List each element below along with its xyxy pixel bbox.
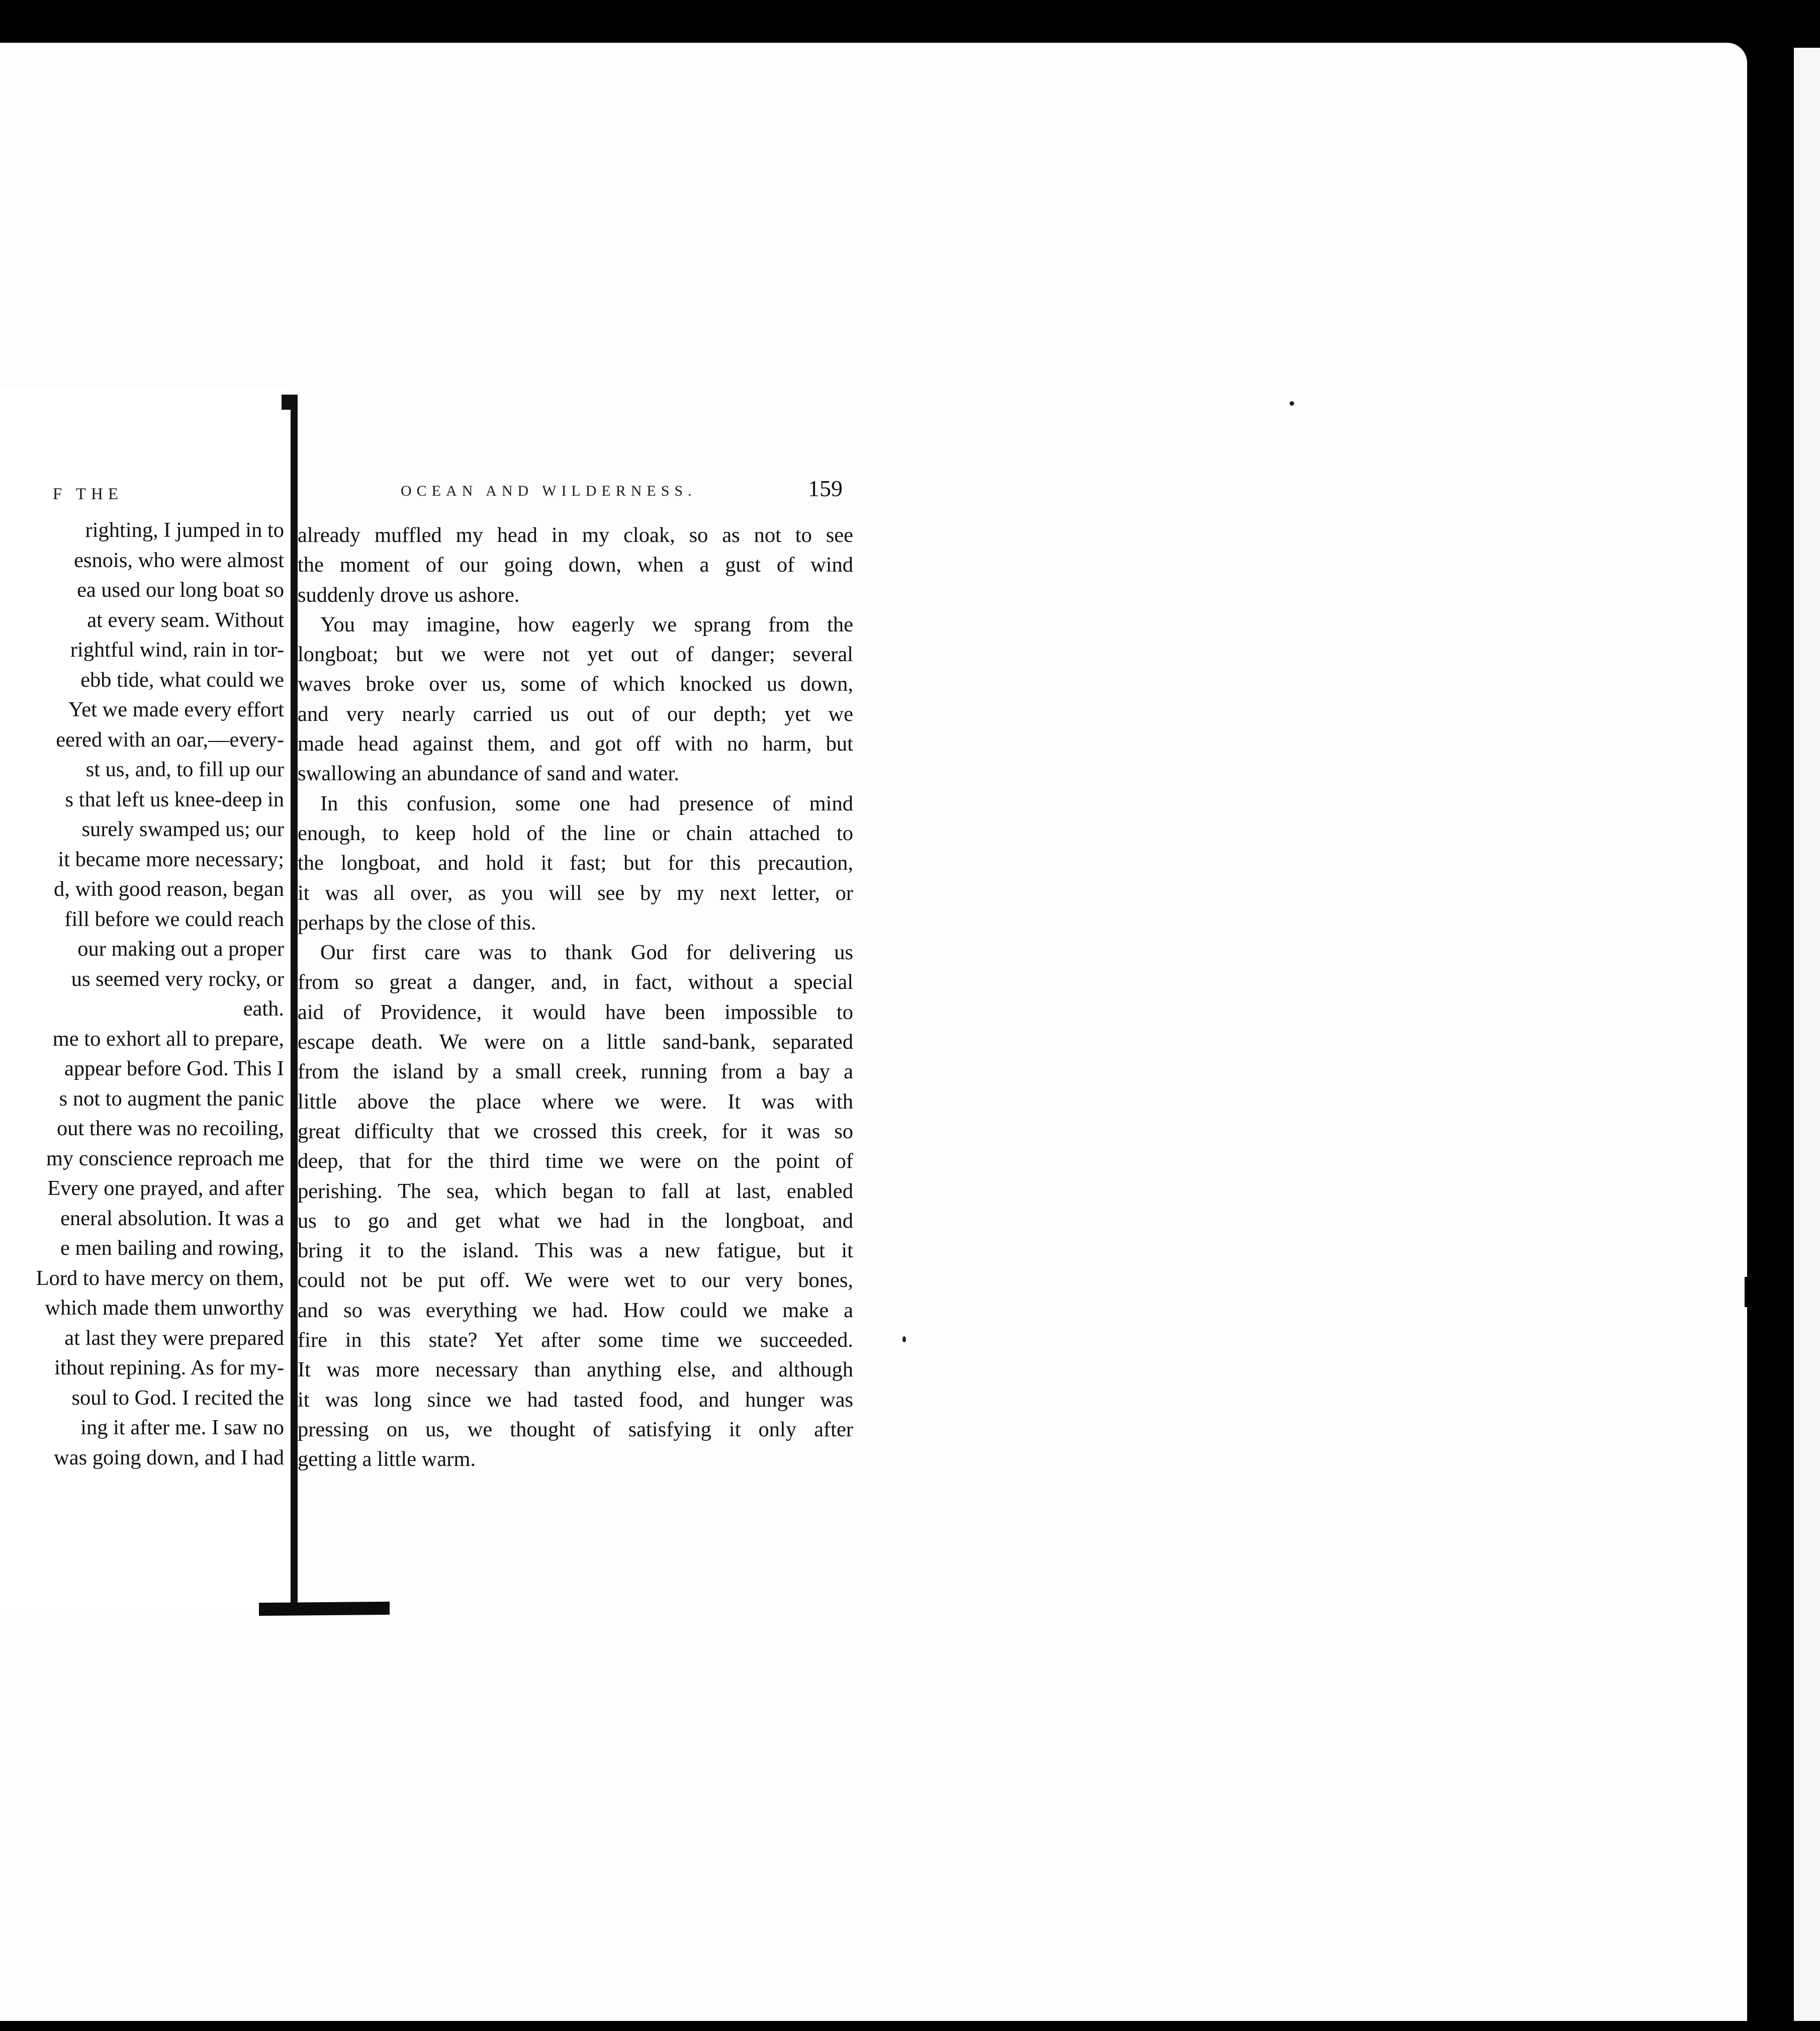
film-frame-top bbox=[0, 0, 1820, 43]
text-line: Our first care was to thank God for delivering us bbox=[320, 941, 853, 965]
text-line: the moment of our going down, when a gust of wind bbox=[298, 553, 853, 577]
text-line: getting a little warm. bbox=[298, 1447, 476, 1471]
previous-page-text bbox=[0, 515, 284, 1472]
page-number: 159 bbox=[808, 476, 843, 501]
text-line: already muffled my head in my cloak, so as not to see bbox=[298, 523, 853, 547]
previous-page-line: fill before we could reach bbox=[64, 907, 284, 931]
sheet-edge-mark bbox=[1745, 1277, 1757, 1307]
previous-page-line: us seemed very rocky, or bbox=[71, 967, 284, 991]
previous-page-line: me to exhort all to prepare, bbox=[52, 1027, 284, 1051]
text-line: suddenly drove us ashore. bbox=[298, 583, 520, 607]
text-line: pressing on us, we thought of satisfying it only after bbox=[298, 1417, 853, 1441]
text-line: deep, that for the third time we were on the point of bbox=[298, 1149, 853, 1173]
text-line: It was more necessary than anything else, and although bbox=[298, 1358, 853, 1382]
previous-page-line: righting, I jumped in to bbox=[85, 518, 284, 542]
dust-speck bbox=[1290, 401, 1294, 406]
text-line: could not be put off. We were wet to our very bones, bbox=[298, 1268, 853, 1293]
text-line: the longboat, and hold it fast; but for this precaution, bbox=[298, 851, 853, 875]
previous-page-line: ea used our long boat so bbox=[77, 578, 284, 602]
text-line: from the island by a small creek, running from a bay a bbox=[298, 1060, 853, 1084]
text-line: it was all over, as you will see by my next letter, or bbox=[298, 881, 853, 905]
previous-page-line: e men bailing and rowing, bbox=[60, 1236, 284, 1260]
previous-page-line: ing it after me. I saw no bbox=[80, 1416, 284, 1439]
previous-page-line: at last they were prepared bbox=[64, 1326, 284, 1350]
text-line: swallowing an abundance of sand and water. bbox=[298, 762, 679, 786]
text-line: little above the place where we were. It was with bbox=[298, 1089, 853, 1114]
previous-page-line: at every seam. Without bbox=[87, 608, 284, 632]
text-line: perhaps by the close of this. bbox=[298, 910, 536, 935]
previous-page-line: which made them unworthy bbox=[45, 1296, 284, 1320]
adjacent-frame-strip bbox=[1794, 48, 1820, 2021]
previous-page-line: Lord to have mercy on them, bbox=[36, 1266, 284, 1290]
previous-page-line: st us, and, to fill up our bbox=[85, 758, 284, 781]
text-line: and so was everything we had. How could we make a bbox=[298, 1298, 853, 1322]
previous-page-line: ebb tide, what could we bbox=[80, 668, 284, 692]
body-text bbox=[298, 520, 853, 1474]
previous-page-line: appear before God. This I bbox=[64, 1057, 284, 1080]
text-line: fire in this state? Yet after some time we succeeded. bbox=[298, 1328, 853, 1352]
gutter-bar bbox=[291, 397, 298, 1609]
previous-page-line: Every one prayed, and after bbox=[47, 1176, 284, 1200]
page-159 bbox=[298, 468, 891, 1523]
text-line: great difficulty that we crossed this creek, for it was so bbox=[298, 1119, 853, 1143]
previous-page-line: soul to God. I recited the bbox=[71, 1386, 284, 1410]
dust-speck bbox=[902, 1336, 906, 1342]
previous-page-running-head: F THE bbox=[52, 485, 123, 503]
previous-page-line: s that left us knee-deep in bbox=[65, 787, 284, 811]
running-head: OCEAN AND WILDERNESS. bbox=[401, 483, 697, 499]
text-line: it was long since we had tasted food, and hunger was bbox=[298, 1388, 853, 1412]
text-line: enough, to keep hold of the line or chain attached to bbox=[298, 821, 853, 845]
previous-page-line: eneral absolution. It was a bbox=[60, 1206, 284, 1230]
previous-page-line: was going down, and I had bbox=[54, 1445, 284, 1469]
text-line: You may imagine, how eagerly we sprang from the bbox=[320, 612, 853, 636]
text-line: escape death. We were on a little sand-bank, separated bbox=[298, 1030, 853, 1054]
previous-page-line: Yet we made every effort bbox=[68, 698, 284, 721]
text-line: bring it to the island. This was a new fatigue, but it bbox=[298, 1239, 853, 1263]
text-line: made head against them, and got off with no harm, but bbox=[298, 732, 853, 756]
text-line: us to go and get what we had in the longboat, and bbox=[298, 1209, 853, 1233]
previous-page-line: surely swamped us; our bbox=[81, 817, 284, 841]
previous-page-line: d, with good reason, began bbox=[54, 877, 284, 901]
text-line: and very nearly carried us out of our depth; yet we bbox=[298, 702, 853, 726]
text-line: In this confusion, some one had presence of mind bbox=[320, 791, 853, 815]
text-line: aid of Providence, it would have been impossible to bbox=[298, 1000, 853, 1024]
previous-page-line: esnois, who were almost bbox=[74, 548, 284, 572]
gutter-bar-foot bbox=[259, 1602, 390, 1616]
previous-page-line: it became more necessary; bbox=[58, 847, 284, 871]
previous-page-line: rightful wind, rain in tor- bbox=[70, 638, 284, 662]
previous-page-line: eath. bbox=[243, 997, 284, 1021]
previous-page-line: out there was no recoiling, bbox=[56, 1117, 284, 1140]
text-line: longboat; but we were not yet out of danger; several bbox=[298, 642, 853, 667]
text-line: from so great a danger, and, in fact, without a special bbox=[298, 970, 853, 994]
previous-page-line: ithout repining. As for my- bbox=[54, 1356, 284, 1379]
text-line: waves broke over us, some of which knocked us down, bbox=[298, 672, 853, 696]
previous-page-line: s not to augment the panic bbox=[59, 1086, 284, 1111]
previous-page-line: our making out a proper bbox=[77, 937, 284, 961]
text-line: perishing. The sea, which began to fall at last, enabled bbox=[298, 1179, 853, 1203]
previous-page-line: my conscience reproach me bbox=[46, 1146, 284, 1170]
previous-page-line: eered with an oar,—every- bbox=[56, 727, 284, 752]
previous-page-fragment bbox=[0, 387, 289, 1614]
